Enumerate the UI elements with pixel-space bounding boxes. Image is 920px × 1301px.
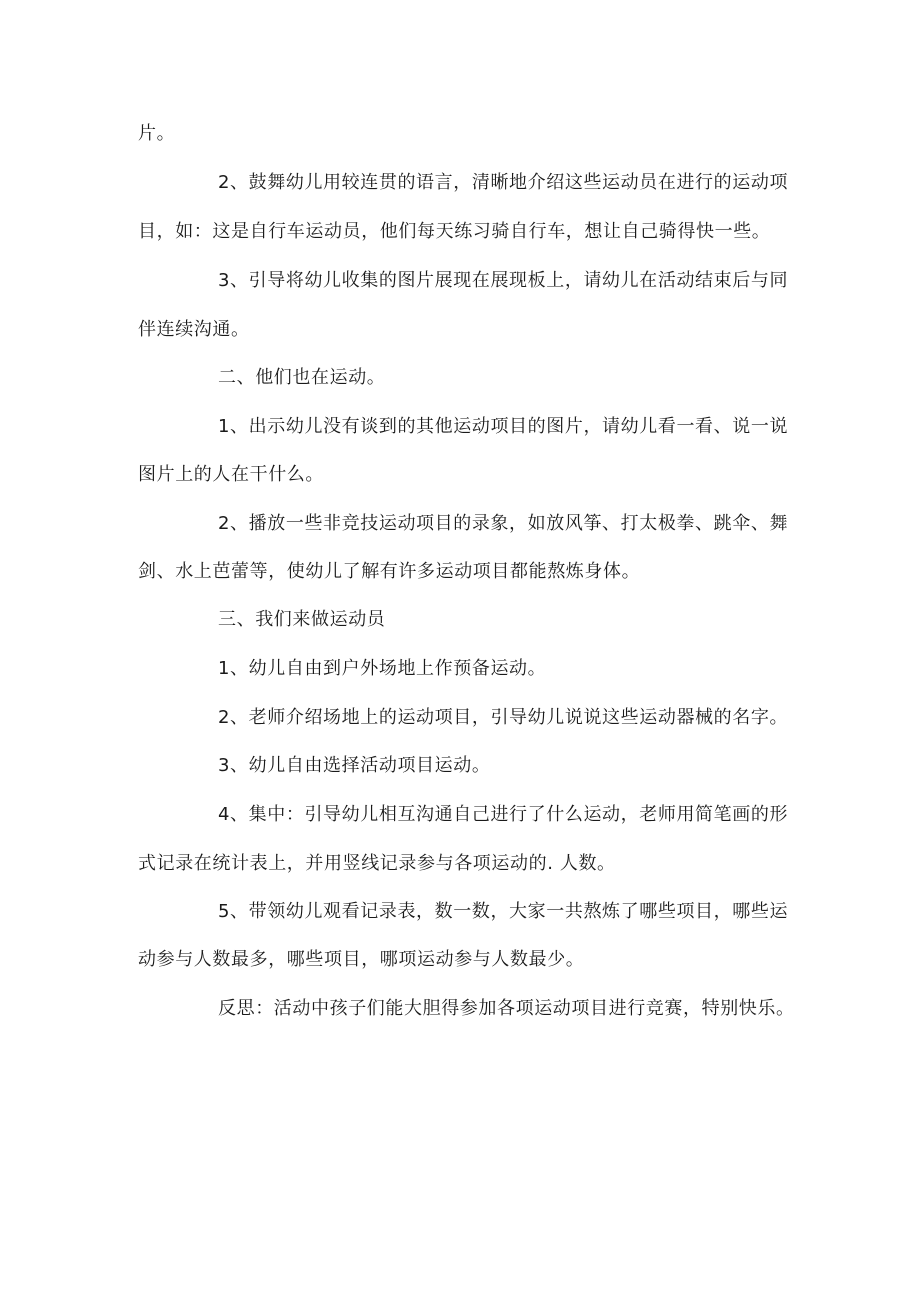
text-line: 反思：活动中孩子们能大胆得参加各项运动项目进行竞赛，特别快乐。 — [218, 998, 795, 1019]
text-line: 3、引导将幼儿收集的图片展现在展现板上，请幼儿在活动结束后与同 — [218, 270, 789, 291]
text-line: 4、集中：引导幼儿相互沟通自己进行了什么运动，老师用简笔画的形 — [218, 804, 789, 825]
text-line: 2、鼓舞幼儿用较连贯的语言，清晰地介绍这些运动员在进行的运动项 — [218, 172, 789, 193]
text-line: 3、幼儿自由选择活动项目运动。 — [218, 755, 491, 776]
text-line: 图片上的人在干什么。 — [138, 464, 324, 485]
text-line: 2、老师介绍场地上的运动项目，引导幼儿说说这些运动器械的名字。 — [218, 707, 789, 728]
text-line: 动参与人数最多，哪些项目，哪项运动参与人数最少。 — [138, 949, 585, 970]
section-heading: 二、他们也在运动。 — [218, 367, 386, 388]
text-line: 伴连续沟通。 — [138, 319, 250, 340]
text-line: 1、幼儿自由到户外场地上作预备运动。 — [218, 658, 547, 679]
text-line: 目，如：这是自行车运动员，他们每天练习骑自行车，想让自己骑得快一些。 — [138, 221, 771, 242]
text-line: 2、播放一些非竞技运动项目的录象，如放风筝、打太极拳、跳伞、舞 — [218, 513, 789, 534]
section-heading: 三、我们来做运动员 — [218, 609, 386, 630]
text-line: 1、出示幼儿没有谈到的其他运动项目的图片，请幼儿看一看、说一说 — [218, 416, 789, 437]
text-line: 片。 — [138, 123, 176, 144]
text-line: 式记录在统计表上，并用竖线记录参与各项运动的. 人数。 — [138, 853, 616, 874]
text-line: 5、带领幼儿观看记录表，数一数，大家一共熬炼了哪些项目，哪些运 — [218, 901, 789, 922]
text-line: 剑、水上芭蕾等，使幼儿了解有许多运动项目都能熬炼身体。 — [138, 561, 641, 582]
